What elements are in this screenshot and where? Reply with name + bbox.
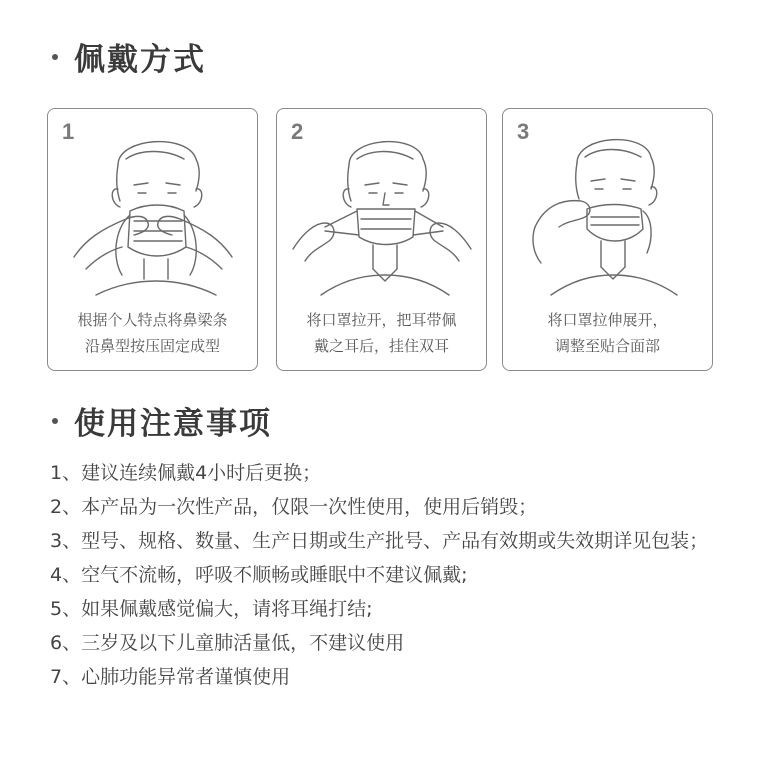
- step-card-1: [47, 108, 258, 371]
- note-item: 1、建议连续佩戴4小时后更换；: [50, 462, 322, 484]
- bullet-dot: [52, 54, 58, 60]
- step-caption: [48, 307, 257, 359]
- step-caption: [277, 307, 486, 359]
- notes-list: [50, 456, 730, 694]
- step-caption-line-2: 调整至贴合面部: [554, 337, 660, 355]
- section-title-text: 佩戴方式: [74, 42, 206, 78]
- note-item: 7、心肺功能异常者谨慎使用: [50, 666, 291, 688]
- note-item: 2、本产品为一次性产品，仅限一次性使用，使用后销毁；: [50, 496, 538, 518]
- section-title-notice: [52, 398, 272, 443]
- step-caption: [503, 307, 712, 359]
- step-card-3: [502, 108, 713, 371]
- note-item: 6、三岁及以下儿童肺活量低，不建议使用: [50, 632, 405, 654]
- step-caption-line-1: 根据个人特点将鼻梁条: [77, 311, 228, 329]
- step-caption-line-1: 将口罩拉伸展开，: [547, 311, 668, 329]
- step-number: 1: [62, 119, 75, 144]
- step-1-illustration-icon: [56, 119, 249, 299]
- step-caption-line-1: 将口罩拉开，把耳带佩: [306, 311, 457, 329]
- step-2-illustration-icon: [285, 119, 478, 299]
- step-number: 2: [291, 119, 304, 144]
- bullet-dot: [52, 418, 58, 424]
- step-caption-line-2: 沿鼻型按压固定成型: [84, 337, 220, 355]
- section-title-text: 使用注意事项: [74, 406, 272, 442]
- note-item: 3、型号、规格、数量、生产日期或生产批号、产品有效期或失效期详见包装；: [50, 530, 709, 552]
- steps-row: [47, 108, 715, 371]
- step-card-2: [276, 108, 487, 371]
- section-title-wearing: [52, 34, 206, 79]
- step-3-illustration-icon: [511, 119, 704, 299]
- note-item: 5、如果佩戴感觉偏大，请将耳绳打结;: [50, 598, 373, 620]
- note-item: 4、空气不流畅，呼吸不顺畅或睡眠中不建议佩戴;: [50, 564, 468, 586]
- step-caption-line-2: 戴之耳后，挂住双耳: [313, 337, 449, 355]
- step-number: 3: [517, 119, 530, 144]
